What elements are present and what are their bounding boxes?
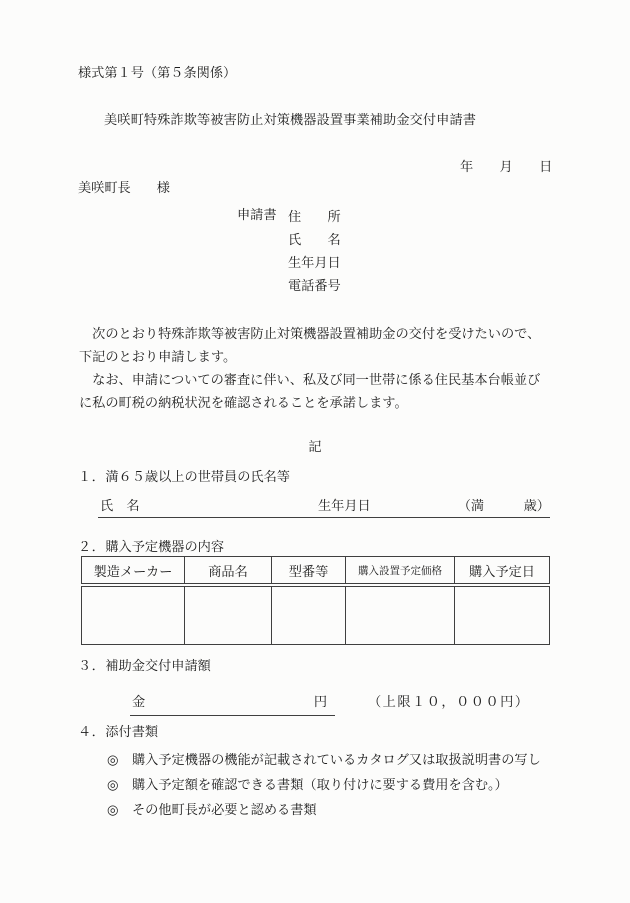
applicant-phone-label: 電話番号 (288, 278, 341, 293)
applicant-address-label: 住 所 (288, 209, 341, 224)
birthdate-field-label: 生年月日 (318, 498, 371, 513)
household-member-row (98, 496, 550, 518)
attachment-item (107, 772, 541, 797)
age-field-label: （満 歳） (457, 498, 550, 513)
paragraph-request: 次のとおり特殊詐欺等被害防止対策機器設置補助金の交付を受けたいので、下記のとおり申請します。 (79, 326, 541, 364)
device-table-header-row (82, 557, 550, 586)
header-manufacturer: 製造メーカー (82, 557, 185, 586)
attachments-list (107, 747, 541, 822)
addressee: 美咲町長 (78, 180, 131, 195)
section2-number: ２． (78, 539, 106, 554)
applicant-birthdate-label: 生年月日 (288, 255, 341, 270)
name-field-label: 氏 名 (100, 498, 140, 513)
attachment-item (107, 797, 541, 822)
double-circle-bullet: ◎ (107, 777, 119, 792)
header-model-number: 型番等 (272, 557, 346, 586)
double-circle-bullet: ◎ (107, 802, 119, 817)
section4-number: ４． (78, 724, 106, 739)
header-product-name: 商品名 (185, 557, 272, 586)
form-number: 様式第１号（第５条関係） (78, 65, 237, 80)
amount-blank-field (130, 692, 335, 716)
section4-title: 添付書類 (105, 724, 159, 739)
section2-heading (78, 537, 224, 557)
section1-title: 満６５歳以上の世帯員の氏名等 (105, 469, 290, 484)
cell-planned-purchase-date (455, 585, 550, 645)
cell-product-name (185, 585, 272, 645)
header-planned-price: 購入設置予定価格 (346, 557, 455, 586)
section3-number: ３． (78, 658, 106, 673)
record-marker: 記 (308, 439, 322, 454)
header-planned-purchase-date: 購入予定日 (455, 557, 550, 586)
paragraph-consent: なお、申請についての審査に伴い、私及び同一世帯に係る住民基本台帳並びに私の町税の納税状況を確認されることを承諾します。 (79, 372, 541, 410)
amount-limit-note: （上限１０，０００円） (368, 694, 530, 709)
applicant-label: 申請書 (237, 207, 277, 222)
section3-heading (78, 656, 211, 676)
amount-prefix: 金 (132, 694, 146, 709)
section3-title: 補助金交付申請額 (105, 658, 211, 673)
section1-heading (78, 467, 290, 487)
device-table-row (82, 585, 550, 645)
attachment-text: その他町長が必要と認める書類 (132, 802, 317, 817)
applicant-name-label: 氏 名 (288, 232, 341, 247)
cell-planned-price (346, 585, 455, 645)
body-text (79, 322, 551, 414)
attachment-text: 購入予定機器の機能が記載されているカタログ又は取扱説明書の写し (132, 752, 541, 767)
section4-heading (78, 722, 158, 742)
date-line: 年 月 日 (460, 159, 553, 174)
cell-model-number (272, 585, 346, 645)
addressee-honorific: 様 (156, 180, 170, 195)
section1-number: １． (78, 469, 106, 484)
addressee-line (78, 178, 170, 198)
device-table (81, 556, 550, 645)
cell-manufacturer (82, 585, 185, 645)
amount-unit: 円 (313, 694, 327, 709)
double-circle-bullet: ◎ (107, 752, 119, 767)
attachment-text: 購入予定額を確認できる書類（取り付けに要する費用を含む。） (132, 777, 508, 792)
section2-title: 購入予定機器の内容 (105, 539, 225, 554)
attachment-item (107, 747, 541, 772)
document-title: 美咲町特殊詐欺等被害防止対策機器設置事業補助金交付申請書 (104, 112, 477, 127)
applicant-fields (288, 205, 341, 297)
subsidy-amount-line (130, 692, 530, 716)
